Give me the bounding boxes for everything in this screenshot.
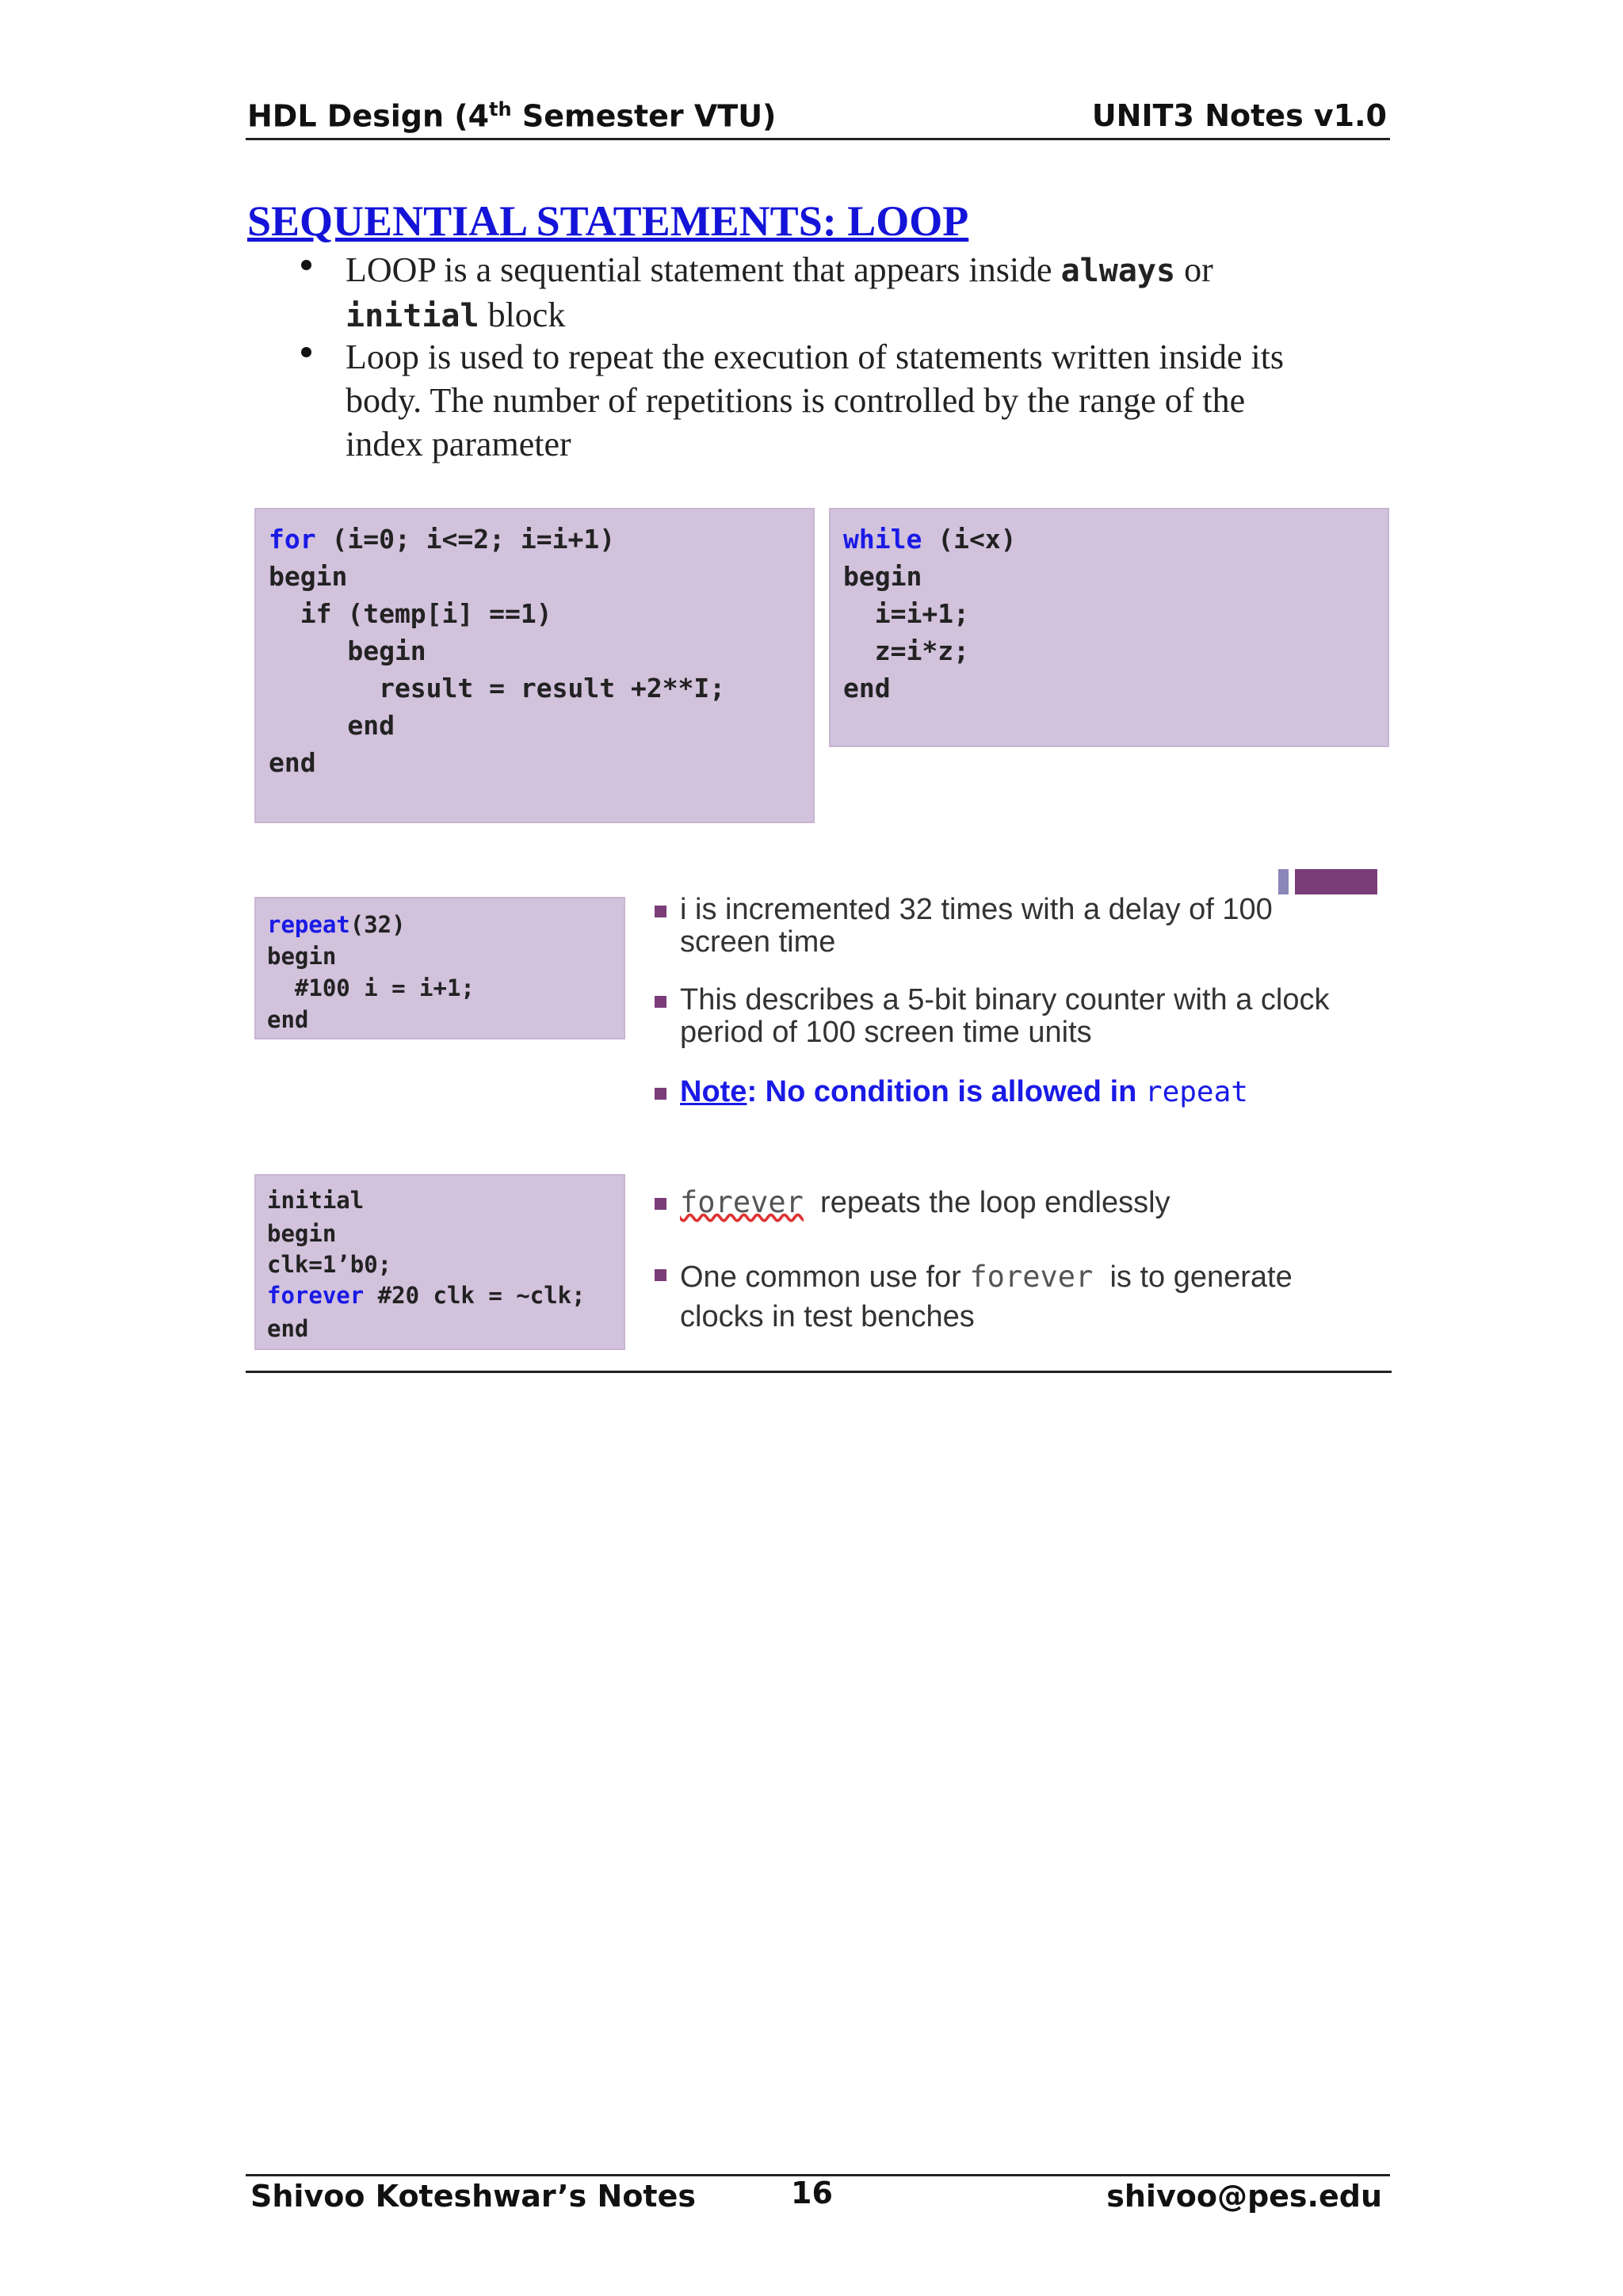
- bullet-2: Loop is used to repeat the execution of statements written inside its body. The number of repetitions is controlled by the range of the index parameter: [346, 338, 1285, 463]
- repeat-note-3: Note: No condition is allowed in repeat: [680, 1075, 1248, 1108]
- code-line: z=i*z;: [843, 635, 969, 666]
- code-line: begin: [269, 635, 426, 666]
- code-line: clk=1’b0;: [267, 1251, 392, 1278]
- footer-email: shivoo@pes.edu: [1106, 2179, 1382, 2214]
- while-loop-code-box: [829, 508, 1389, 747]
- for-loop-code-box: [254, 508, 815, 823]
- code-line: end: [269, 747, 316, 778]
- square-bullet-icon: [655, 996, 666, 1008]
- code-line: #100 i = i+1;: [267, 974, 475, 1001]
- forever-note-2: One common use for forever is to generate clocks in test benches: [680, 1260, 1293, 1333]
- square-bullet-icon: [655, 1088, 666, 1100]
- code-line: end: [267, 1315, 309, 1342]
- code-line: i=i+1;: [843, 598, 969, 629]
- code-line: repeat(32): [267, 911, 406, 938]
- repeat-note-2: This describes a 5-bit binary counter with a clock period of 100 screen time units: [680, 983, 1330, 1049]
- header-left: HDL Design (4th Semester VTU): [247, 98, 777, 134]
- header-right: UNIT3 Notes v1.0: [1091, 98, 1387, 133]
- forever-note-1: forever repeats the loop endlessly: [680, 1185, 1170, 1219]
- code-line: forever #20 clk = ~clk;: [267, 1282, 586, 1309]
- bullet-dot: [301, 260, 311, 270]
- code-line: begin: [269, 561, 348, 592]
- bullet-1: LOOP is a sequential statement that appears inside always or initial block: [346, 250, 1213, 334]
- content-rule: [246, 1371, 1392, 1373]
- repeat-code-box: [254, 897, 625, 1039]
- page-number: 16: [791, 2176, 833, 2210]
- code-line: begin: [843, 561, 922, 592]
- header-rule: [246, 138, 1390, 140]
- code-line: for (i=0; i<=2; i=i+1): [269, 524, 616, 555]
- section-title: SEQUENTIAL STATEMENTS: LOOP: [247, 197, 969, 245]
- square-bullet-icon: [655, 1269, 666, 1281]
- square-bullet-icon: [655, 1198, 666, 1210]
- code-line: result = result +2**I;: [269, 673, 726, 704]
- code-line: while (i<x): [843, 524, 1017, 555]
- footer-author: Shivoo Koteshwar’s Notes: [250, 2179, 696, 2214]
- code-line: begin: [267, 1220, 337, 1247]
- accent-bar-thin: [1278, 869, 1289, 894]
- code-line: begin: [267, 943, 337, 970]
- accent-bar: [1295, 869, 1377, 894]
- bullet-dot: [301, 347, 311, 357]
- forever-code-box: [254, 1174, 625, 1350]
- square-bullet-icon: [655, 906, 666, 917]
- code-line: if (temp[i] ==1): [269, 598, 552, 629]
- repeat-note-1: i is incremented 32 times with a delay of 100 screen time: [680, 893, 1273, 959]
- code-line: initial: [267, 1187, 365, 1214]
- code-line: end: [269, 710, 395, 741]
- code-line: end: [843, 673, 891, 704]
- code-line: end: [267, 1006, 309, 1033]
